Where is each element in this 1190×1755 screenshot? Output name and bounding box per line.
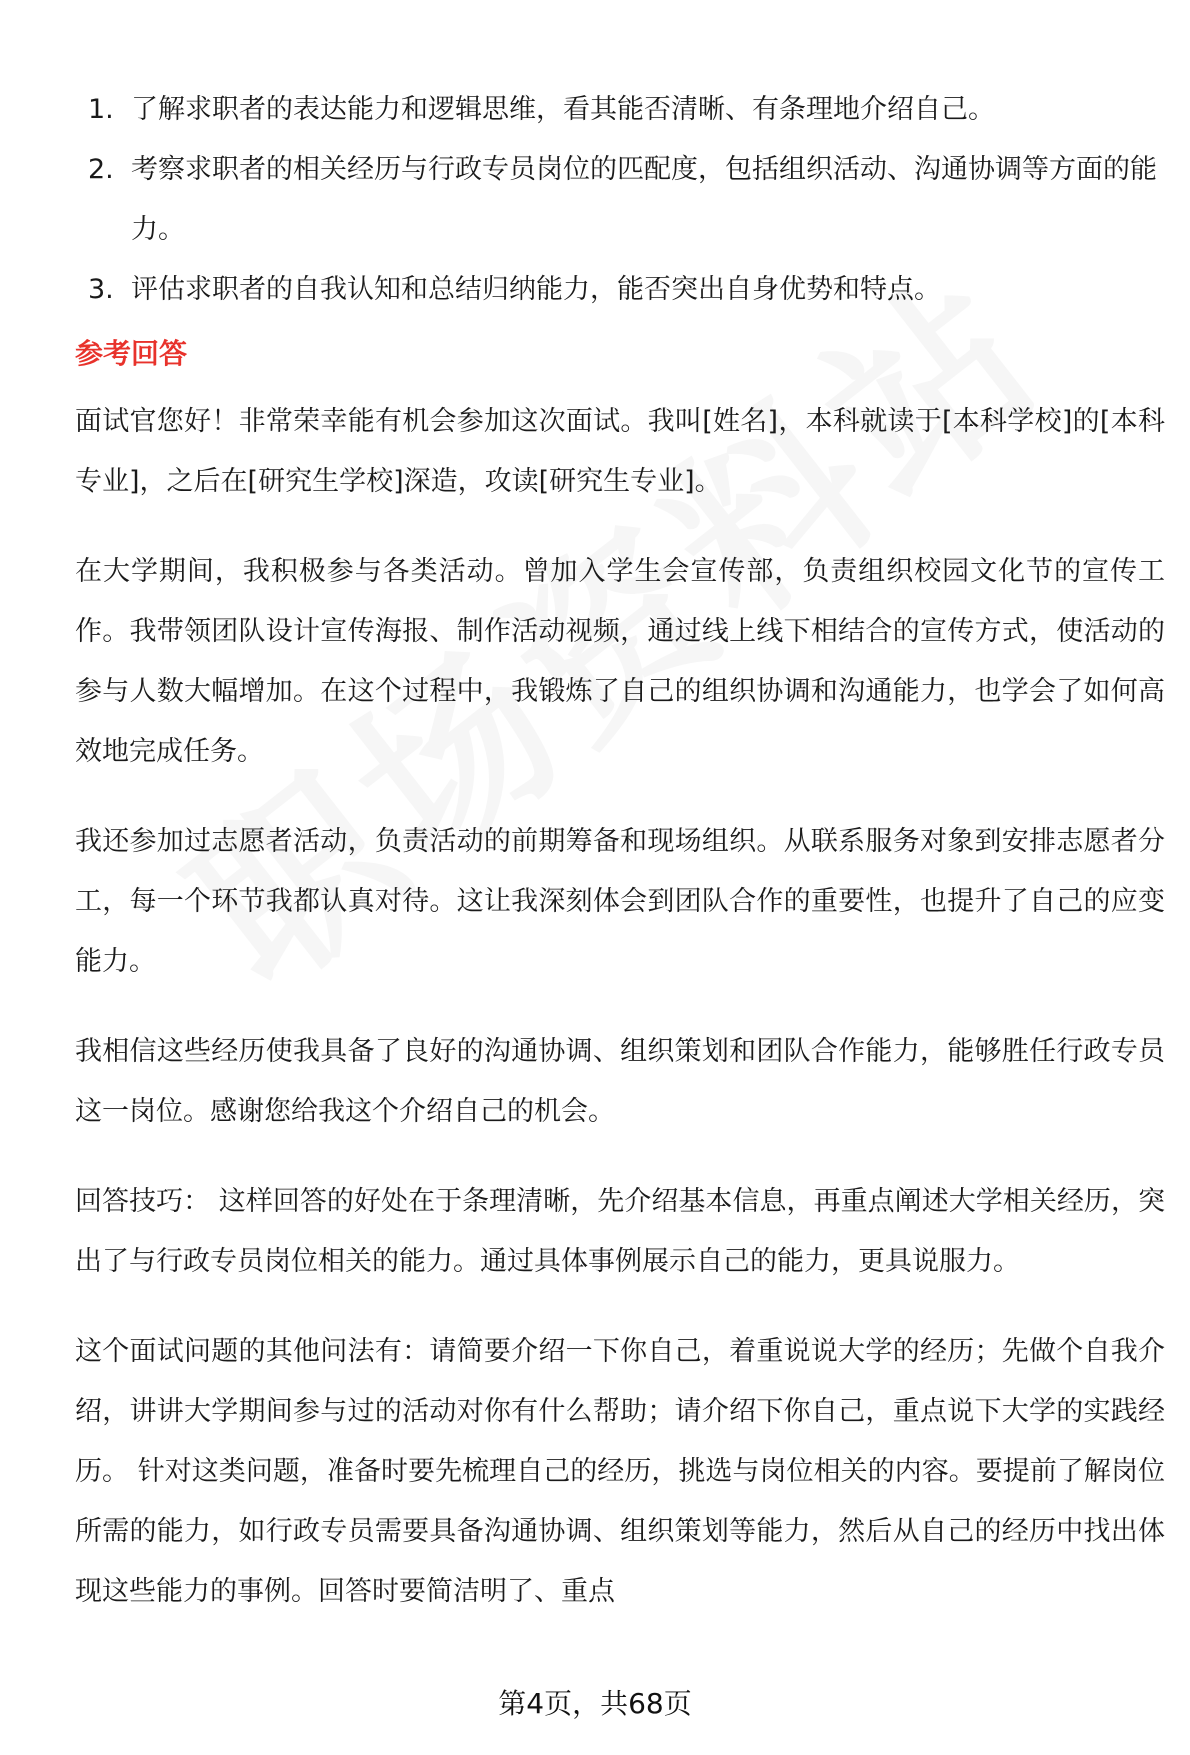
list-text: 了解求职者的表达能力和逻辑思维，看其能否清晰、有条理地介绍自己。 <box>131 94 995 125</box>
purpose-list <box>75 80 1165 320</box>
list-text: 考察求职者的相关经历与行政专员岗位的匹配度，包括组织活动、沟通协调等方面的能力。 <box>131 154 1157 245</box>
section-heading: 参考回答 <box>75 337 188 370</box>
answer-paragraph: 我还参加过志愿者活动，负责活动的前期筹备和现场组织。从联系服务对象到安排志愿者分工，每一个环节我都认真对待。这让我深刻体会到团队合作的重要性，也提升了自己的应变能力。 <box>75 826 1165 977</box>
list-item <box>75 260 1165 320</box>
answer-paragraph: 面试官您好！非常荣幸能有机会参加这次面试。我叫[姓名]，本科就读于[本科学校]的[本科专业]，之后在[研究生学校]深造，攻读[研究生专业]。 <box>75 406 1165 497</box>
list-number: 3. <box>88 274 114 305</box>
list-number: 2. <box>88 154 114 185</box>
list-number: 1. <box>88 94 114 125</box>
alternative-questions-paragraph: 这个面试问题的其他问法有：请简要介绍一下你自己，着重说说大学的经历；先做个自我介绍，讲讲大学期间参与过的活动对你有什么帮助；请介绍下你自己，重点说下大学的实践经历。 针对这类问题，准备时要先梳理自己的经历，挑选与岗位相关的内容。要提前了解岗位所需的能力，如行政专员需要具备沟通协调、组织策划等能力，然后从自己的经历中找出体现这些能力的事例。回答时要简洁明了、重点 <box>75 1336 1165 1607</box>
document-page <box>75 80 1165 1652</box>
tips-paragraph: 回答技巧： 这样回答的好处在于条理清晰，先介绍基本信息，再重点阐述大学相关经历，突出了与行政专员岗位相关的能力。通过具体事例展示自己的能力，更具说服力。 <box>75 1186 1165 1277</box>
list-item <box>75 80 1165 140</box>
list-item <box>75 140 1165 260</box>
page-number-footer: 第4页，共68页 <box>498 1687 692 1720</box>
answer-paragraph: 在大学期间，我积极参与各类活动。曾加入学生会宣传部，负责组织校园文化节的宣传工作。我带领团队设计宣传海报、制作活动视频，通过线上线下相结合的宣传方式，使活动的参与人数大幅增加。在这个过程中，我锻炼了自己的组织协调和沟通能力，也学会了如何高效地完成任务。 <box>75 556 1165 767</box>
list-text: 评估求职者的自我认知和总结归纳能力，能否突出自身优势和特点。 <box>131 274 941 305</box>
answer-paragraph: 我相信这些经历使我具备了良好的沟通协调、组织策划和团队合作能力，能够胜任行政专员这一岗位。感谢您给我这个介绍自己的机会。 <box>75 1036 1165 1127</box>
